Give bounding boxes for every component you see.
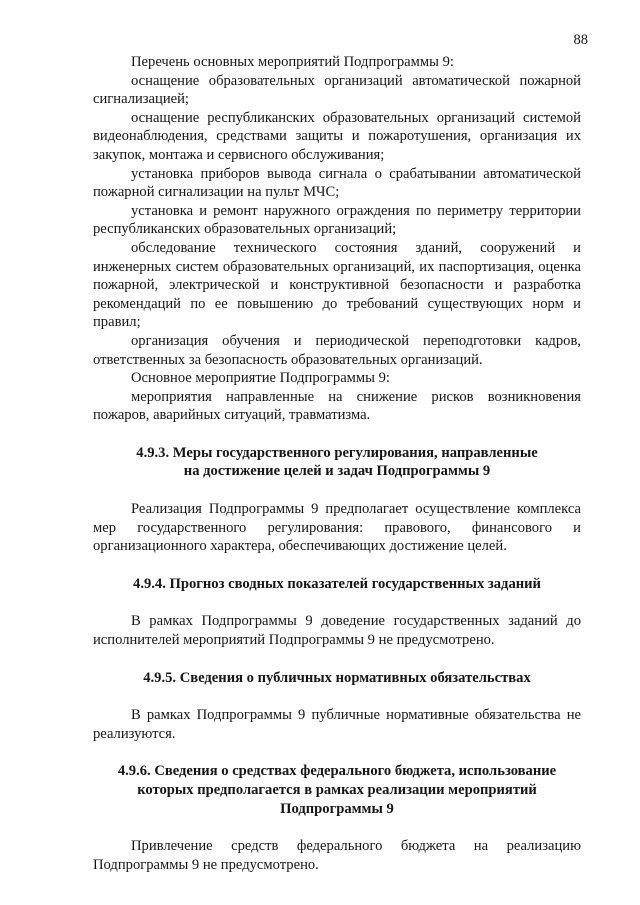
section-heading-4-9-4 [93, 575, 581, 594]
list-item: установка и ремонт наружного ограждения по периметру территории республиканских образовательных организаций; [93, 202, 581, 238]
main-event-title: Основное мероприятие Подпрограммы 9: [131, 370, 390, 387]
section-heading-4-9-5 [93, 669, 581, 688]
page-content [93, 53, 581, 874]
heading-line: 4.9.6. Сведения о средствах федерального бюджета, использование [117, 763, 557, 780]
heading-line: которых предполагается в рамках реализации мероприятий [137, 782, 537, 798]
page-number: 88 [573, 32, 588, 48]
list-item: установка приборов вывода сигнала о срабатывании автоматической пожарной сигнализации на пульт МЧС; [93, 165, 581, 201]
heading-line: Подпрограммы 9 [280, 800, 394, 817]
section-text-4-9-4: В рамках Подпрограммы 9 доведение государственных заданий до исполнителей мероприятий Подпрограммы 9 не предусмотрено. [93, 613, 581, 649]
heading-line: 4.9.4. Прогноз сводных показателей государственных заданий [133, 575, 541, 592]
section-text-4-9-6: Привлечение средств федерального бюджета на реализацию Подпрограммы 9 не предусмотрено. [93, 838, 581, 873]
section-heading-4-9-6 [93, 762, 581, 818]
heading-line: на достижение целей и задач Подпрограммы 9 [183, 463, 491, 480]
section-text-4-9-3: Реализация Подпрограммы 9 предполагает осуществление комплекса мер государственного регулирования: правового, финансового и организационного характера, обеспечивающих достижение целей. [93, 501, 581, 555]
section-heading-4-9-3 [93, 444, 581, 481]
list-item: оснащение республиканских образовательных организаций системой видеонаблюдения, средствами защиты и пожаротушения, организация их закупок, монтажа и сервисного обслуживания; [93, 109, 581, 163]
list-item: организация обучения и периодической переподготовки кадров, ответственных за безопасность образовательных организаций. [93, 332, 581, 368]
heading-line: 4.9.3. Меры государственного регулирования, направленные [136, 444, 538, 461]
main-event-text: мероприятия направленные на снижение рисков возникновения пожаров, аварийных ситуаций, травматизма. [93, 388, 581, 424]
list-title: Перечень основных мероприятий Подпрограммы 9: [131, 54, 454, 70]
section-text-4-9-5: В рамках Подпрограммы 9 публичные нормативные обязательства не реализуются. [93, 707, 581, 742]
heading-line: 4.9.5. Сведения о публичных нормативных обязательствах [143, 669, 531, 686]
list-item: обследование технического состояния зданий, сооружений и инженерных систем образовательных организаций, их паспортизация, оценка пожарной, электрической и конструктивной безопасности и разработка рекомендаций по ее повышению до требований существующих норм и правил; [93, 239, 581, 331]
list-item: оснащение образовательных организаций автоматической пожарной сигнализацией; [93, 72, 581, 108]
